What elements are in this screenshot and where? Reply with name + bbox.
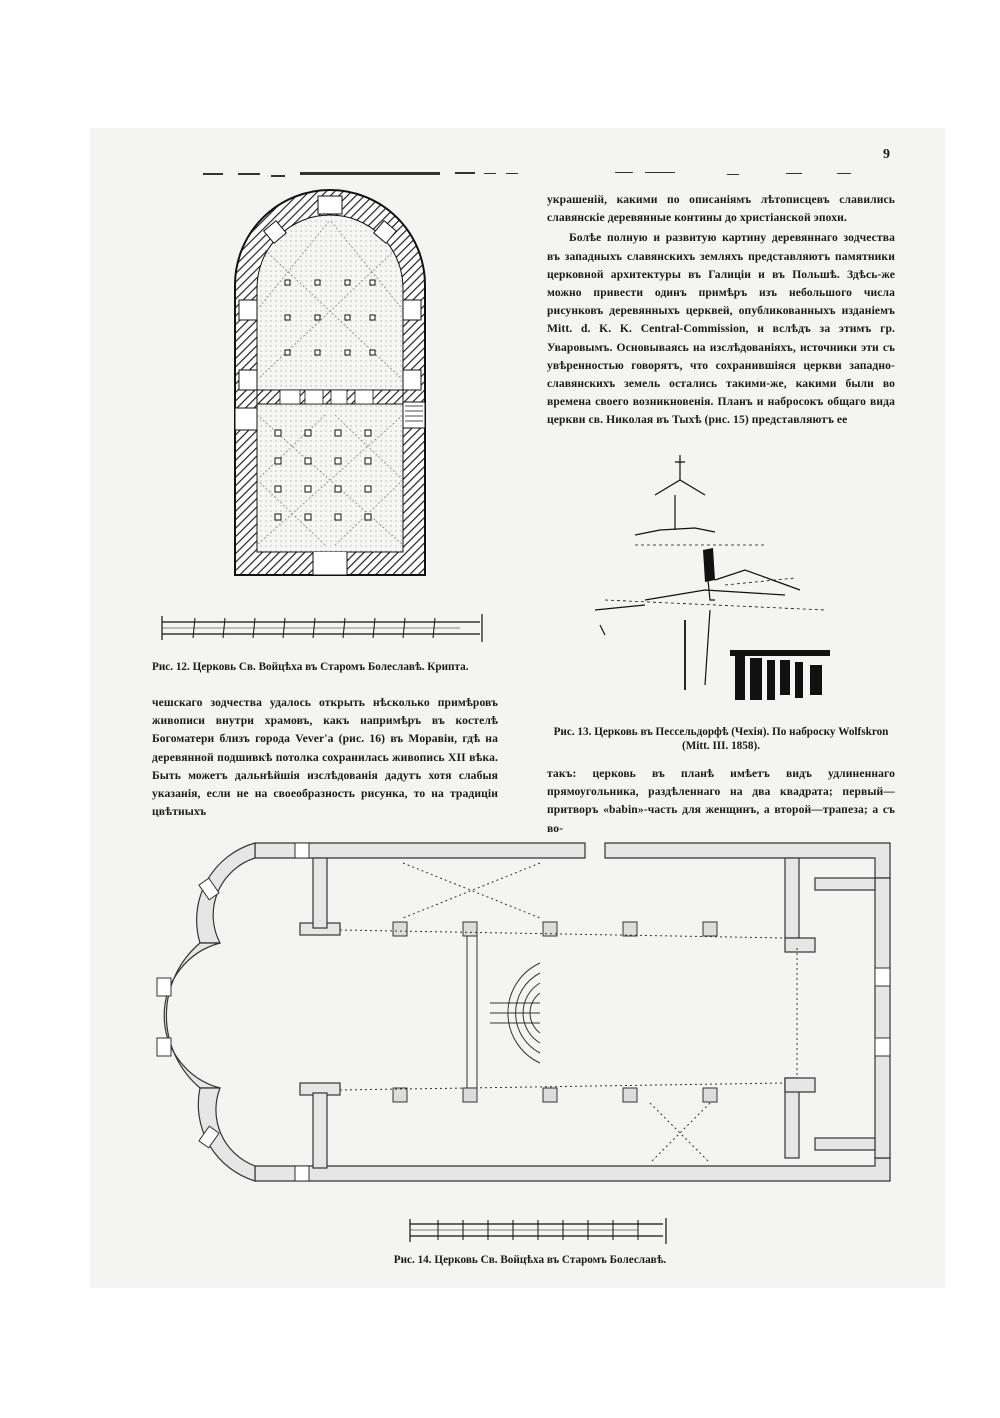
left-column-bottom-text — [152, 694, 498, 821]
right-column-bottom-text — [547, 765, 895, 838]
figure-14-caption: Рис. 14. Церковь Св. Войцѣха въ Старомъ Болеславѣ. — [393, 1254, 667, 1266]
page-number: 9 — [883, 147, 890, 162]
figure-13-church-sketch — [585, 450, 865, 710]
figure-12-caption: Рис. 12. Церковь Св. Войцѣха въ Старомъ Болеславѣ. Крипта. — [152, 661, 469, 673]
paragraph: чешскаго зодчества удалось открыть нѣсколько примѣровъ живописи внутри храмовъ, какъ напримѣръ въ костелѣ Богоматери близъ города Vever'а (рис. 16) въ Моравіи, гдѣ на деревянной подшивкѣ потолка сохранилась живопись XII вѣка. Быть можетъ дальнѣйшія изслѣдованія дадутъ хотя слабыя указанія, если не на своеобразность рисунка, то на традиціи цвѣтныхъ — [152, 696, 498, 819]
figure-14-scale-bar — [408, 1216, 670, 1246]
figure-14-church-plan — [145, 838, 897, 1206]
paragraph: украшеній, какими по описаніямъ лѣтописцевъ славились славянскіе деревянные контины до христіанской эпохи. — [547, 193, 895, 225]
paragraph: такъ: церковь въ планѣ имѣетъ видъ удлиненнаго прямоугольника, раздѣленнаго на два квадрата; первый—притворъ «babin»-часть для женщинъ, а второй—трапеза; а съ во- — [547, 767, 895, 835]
figure-12-crypt-plan — [225, 190, 435, 580]
paragraph: Болѣе полную и развитую картину деревяннаго зодчества въ западныхъ славянскихъ земляхъ представляютъ памятники церковной архитектуры въ Галиціи и въ Польшѣ. Здѣсь-же можно привести одинъ примѣръ изъ небольшого числа рисунковъ деревянныхъ церквей, опубликованныхъ изданіемъ Mitt. d. K. K. Central-Commission, и вслѣдъ за этимъ гр. Уваровымъ. Основываясь на изслѣдованіяхъ, источники эти съ увѣренностью говорятъ, что сохранившіяся церкви западно-славянскихъ земель остались такими-же, какими были во времена своего возникновенія. Планъ и набросокъ общаго вида церкви св. Николая въ Тыхѣ (рис. 15) представляютъ ее — [547, 231, 895, 427]
right-column-top-text — [547, 191, 895, 430]
figure-12-scale-bar — [160, 612, 490, 644]
figure-13-caption: Рис. 13. Церковь въ Пессельдорфѣ (Чехія). По наброску Wolfskron (Mitt. III. 1858). — [553, 726, 889, 752]
